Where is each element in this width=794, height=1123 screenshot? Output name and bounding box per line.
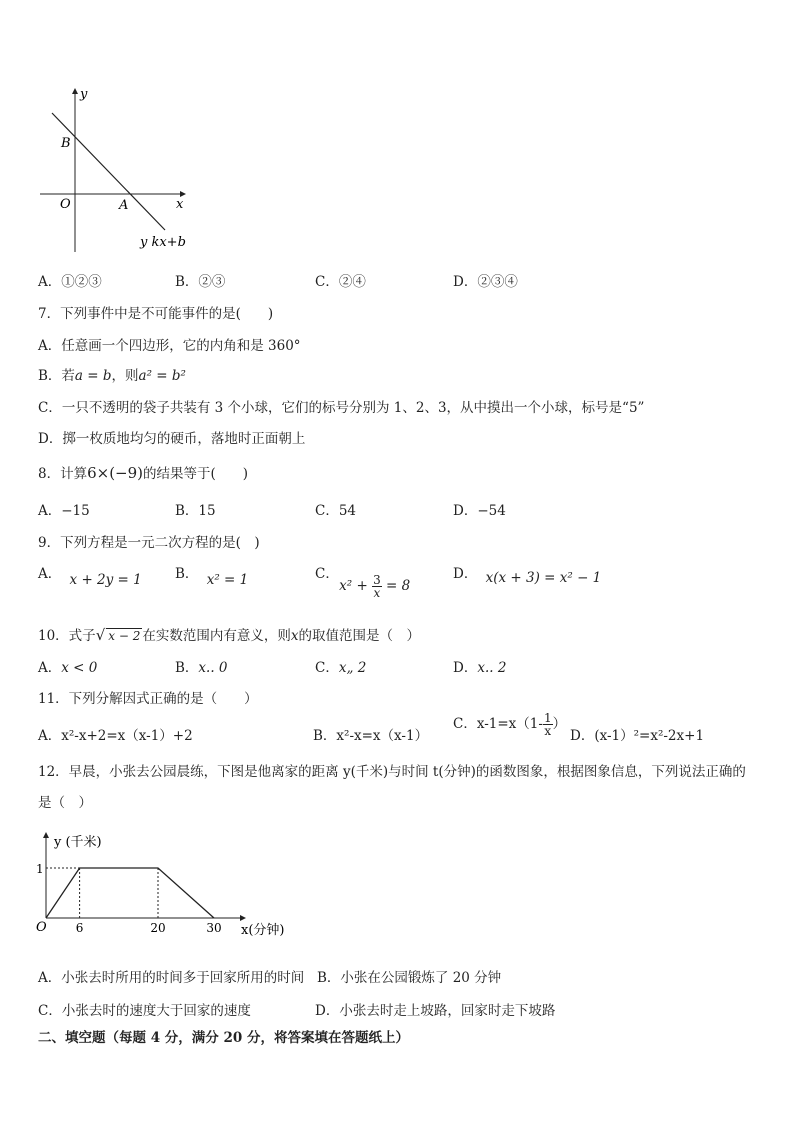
q8-option-c[interactable] [315,499,356,519]
chart-y-tick-1: 1 [36,862,44,876]
q9-option-c-eq [339,573,411,600]
q11-option-a[interactable]: A．x²-x+2=x（x-1）+2 [38,728,193,744]
q10-option-c-letter: C． [315,660,339,676]
q9-option-d-eq: x(x + 3) = x² − 1 [485,570,602,586]
q12-option-a[interactable]: A．小张去时所用的时间多于回家所用的时间 [38,970,305,986]
linear-function-graph [30,80,220,260]
q10-stem [38,624,420,644]
q6-option-c-letter: C． [315,274,339,290]
graph1-line [52,113,165,230]
q10-option-d-text: x.. 2 [477,660,507,676]
q11-stem: 11．下列分解因式正确的是（ ） [38,691,258,707]
q12-option-d[interactable]: D．小张去时走上坡路，回家时走下坡路 [315,1003,556,1019]
q9-option-c-letter: C． [315,566,339,582]
q10-radicand: x − 2 [108,629,141,643]
q7-option-b[interactable] [38,364,186,384]
chart-x-tick-6: 6 [75,921,84,935]
q11-option-c-den: x [544,724,552,738]
graph1-origin-label: O [60,197,71,212]
q10-option-a-text: x < 0 [61,660,98,676]
q8-option-b-letter: B． [175,503,199,519]
q6-option-a[interactable] [38,270,102,290]
q8-option-d-letter: D． [453,503,478,519]
q11-option-c[interactable] [453,712,566,737]
q9-option-c-pre: x² + [339,578,373,594]
chart-y-axis-arrow [43,832,49,838]
q8-option-d[interactable] [453,499,506,519]
q8-option-b-text: 15 [198,503,216,519]
chart-y-label: y (千米) [54,835,102,850]
q12-stem-line1: 12．早晨，小张去公园晨练，下图是他离家的距离 y(千米)与时间 t(分钟)的函数图象，根据图象信息，下列说法正确的 [38,764,746,780]
q8-stem-suffix: 的结果等于( ) [143,466,249,482]
graph1-line-label: y kx+b [140,235,186,250]
q10-option-d-letter: D． [453,660,478,676]
q11-options [38,712,778,752]
q12-option-c[interactable]: C．小张去时的速度大于回家的速度 [38,1003,251,1019]
q11-option-c-pre: C．x-1=x（1- [453,716,543,732]
q9-options [38,562,778,602]
q6-option-a-text: ①②③ [61,274,102,290]
q10-option-b[interactable] [175,656,228,676]
q11-option-b[interactable]: B．x²-x=x（x-1） [313,728,429,744]
q6-option-b-text: ②③ [198,274,226,290]
q8-option-a-text: −15 [61,503,90,519]
chart-x-label: x(分钟) [241,923,285,938]
q10-option-b-text: x.. 0 [198,660,228,676]
q10-option-a[interactable] [38,656,97,676]
chart-series-line [46,868,214,918]
q8-option-d-text: −54 [477,503,506,519]
q10-options [38,656,778,676]
q6-options [38,270,778,290]
q11-option-c-post: ） [552,716,567,732]
distance-time-chart [30,826,290,946]
q8-options [38,499,778,519]
q6-option-c-text: ②④ [338,274,366,290]
q9-option-c-fraction [372,574,382,599]
q7-option-b-prefix: B．若 [38,368,75,384]
q11-option-d[interactable]: D．(x-1）²=x²-2x+1 [570,728,705,744]
graph1-y-arrow [72,88,78,94]
graph1-y-label: y [80,87,88,102]
q10-stem-mid: 在实数范围内有意义，则 [142,628,291,644]
q6-option-b-letter: B． [175,274,199,290]
q10-option-b-letter: B． [175,660,199,676]
q9-option-b-letter: B． [175,566,199,582]
q9-option-b[interactable] [175,562,249,588]
graph1-point-b: B [61,136,71,151]
chart-x-tick-20: 20 [150,921,166,935]
q9-option-c-num: 3 [373,573,381,587]
q9-option-d[interactable] [453,562,602,586]
q10-option-d[interactable] [453,656,506,676]
q6-option-c[interactable] [315,270,366,290]
q7-option-b-mid: ，则 [111,368,139,384]
q11-option-c-fraction [543,712,553,737]
q6-option-a-letter: A． [38,274,62,290]
chart-x-tick-30: 30 [206,921,222,935]
chart-x-axis-arrow [240,915,246,921]
q9-option-a-eq: x + 2y = 1 [69,572,142,588]
q7-option-b-eq1: a = b [74,368,112,384]
q12-stem-line2: 是（ ） [38,795,92,811]
section-2-heading: 二、填空题（每题 4 分，满分 20 分，将答案填在答题纸上） [38,1030,409,1046]
q8-stem-prefix: 8．计算 [38,466,88,482]
q8-option-b[interactable] [175,499,216,519]
q8-option-a[interactable] [38,499,90,519]
q10-sqrt-sign: √ [95,626,106,644]
q9-stem: 9．下列方程是一元二次方程的是( ) [38,535,260,551]
q6-option-d-letter: D． [453,274,478,290]
q6-option-d[interactable] [453,270,518,290]
q7-stem: 7．下列事件中是不可能事件的是( ) [38,306,274,322]
q6-option-d-text: ②③④ [477,274,518,290]
q8-expression: 6×(−9) [87,464,144,482]
q10-stem-prefix: 10．式子 [38,628,96,644]
chart-origin-label: O [36,920,47,935]
q11-option-c-num: 1 [543,711,552,725]
q10-option-a-letter: A． [38,660,62,676]
q7-option-b-eq2: a² = b² [138,368,186,384]
q9-option-a[interactable] [38,562,142,588]
q9-option-c[interactable] [315,562,411,600]
q12-option-b[interactable]: B．小张在公园锻炼了 20 分钟 [317,970,502,986]
q10-var: x [290,628,299,644]
q8-option-c-letter: C． [315,503,339,519]
graph1-x-label: x [176,197,184,212]
q6-option-b[interactable] [175,270,225,290]
q9-option-c-post: = 8 [381,578,411,594]
q9-option-b-eq: x² = 1 [206,572,249,588]
q10-stem-suffix: 的取值范围是（ ） [298,628,420,644]
q8-stem [38,462,248,482]
q10-option-c[interactable] [315,656,366,676]
q9-option-c-den: x [373,586,381,600]
graph1-point-a: A [119,198,129,213]
q7-option-d[interactable]: D．掷一枚质地均匀的硬币，落地时正面朝上 [38,431,306,447]
q10-option-c-text: x„ 2 [338,660,367,676]
q9-option-d-letter: D． [453,566,478,582]
q8-option-a-letter: A． [38,503,62,519]
q9-option-a-letter: A． [38,566,62,582]
q7-option-a[interactable]: A．任意画一个四边形，它的内角和是 360° [38,338,301,354]
q8-option-c-text: 54 [338,503,357,519]
q7-option-c[interactable]: C．一只不透明的袋子共装有 3 个小球，它们的标号分别为 1、2、3，从中摸出一个小球，标号是“5” [38,400,645,416]
